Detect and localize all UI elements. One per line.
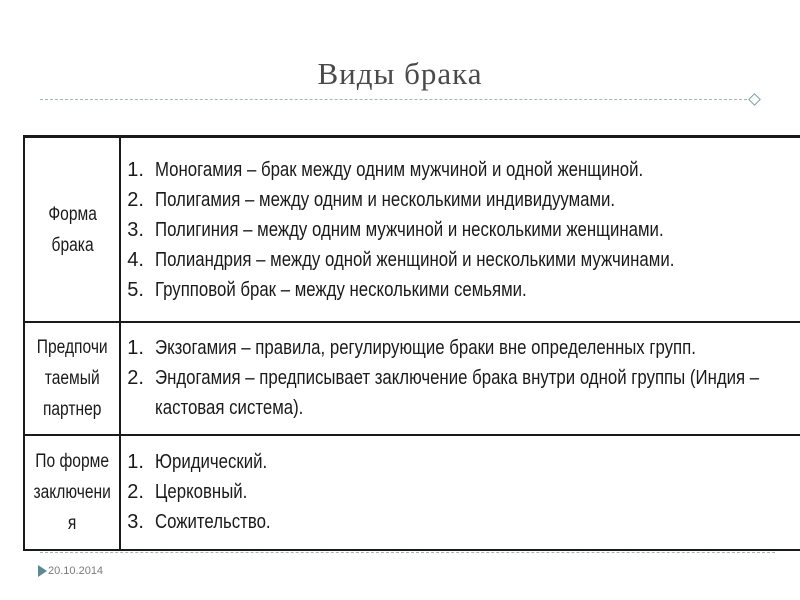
category-cell bbox=[24, 137, 120, 323]
category-line: брака bbox=[51, 234, 94, 256]
list-item bbox=[127, 215, 800, 245]
item-list bbox=[127, 333, 800, 423]
item-number: 3. bbox=[127, 218, 144, 241]
list-item bbox=[127, 245, 800, 275]
item-number: 2. bbox=[127, 367, 144, 390]
list-item bbox=[127, 447, 800, 477]
list-item bbox=[127, 477, 800, 507]
items-cell bbox=[120, 435, 800, 550]
diamond-ornament-icon bbox=[748, 93, 761, 106]
item-text: Полиандрия – между одной женщиной и несколькими мужчинами. bbox=[155, 248, 675, 271]
item-text: кастовая система). bbox=[155, 397, 304, 420]
item-number: 3. bbox=[127, 511, 144, 534]
item-text: Церковный. bbox=[155, 481, 248, 504]
table-row bbox=[24, 435, 800, 550]
item-text: Полигамия – между одним и несколькими индивидуумами. bbox=[155, 188, 616, 211]
list-item bbox=[127, 155, 800, 185]
item-list bbox=[127, 155, 800, 305]
marriage-types-table bbox=[23, 135, 800, 551]
item-number: 1. bbox=[127, 451, 144, 474]
item-text: Экзогамия – правила, регулирующие браки вне определенных групп. bbox=[155, 337, 697, 360]
category-cell bbox=[24, 435, 120, 550]
list-item-continuation bbox=[127, 393, 800, 423]
item-text: Юридический. bbox=[155, 451, 268, 474]
item-text: Групповой брак – между несколькими семьями. bbox=[155, 278, 527, 301]
item-number: 1. bbox=[127, 158, 144, 181]
category-line: партнер bbox=[42, 398, 102, 420]
list-item bbox=[127, 507, 800, 537]
title-divider bbox=[40, 99, 752, 100]
item-text: Моногамия – брак между одним мужчиной и одной женщиной. bbox=[155, 158, 644, 181]
table-row bbox=[24, 322, 800, 434]
item-number: 4. bbox=[127, 248, 144, 271]
item-number: 1. bbox=[127, 337, 144, 360]
list-item bbox=[127, 363, 800, 393]
item-list bbox=[127, 447, 800, 537]
items-cell bbox=[120, 137, 800, 323]
category-line: заключени bbox=[33, 481, 111, 503]
items-cell bbox=[120, 322, 800, 434]
list-item bbox=[127, 333, 800, 363]
category-line: По форме bbox=[35, 450, 110, 472]
list-item bbox=[127, 185, 800, 215]
list-item bbox=[127, 275, 800, 305]
slide-title: Виды брака bbox=[317, 56, 483, 91]
footer-date: 20.10.2014 bbox=[48, 565, 104, 577]
item-number: 2. bbox=[127, 481, 144, 504]
category-line: Предпочи bbox=[36, 336, 108, 358]
category-line: Форма bbox=[47, 203, 97, 225]
arrow-right-icon bbox=[38, 565, 47, 577]
item-number: 2. bbox=[127, 188, 144, 211]
item-text: Сожительство. bbox=[155, 511, 271, 534]
table-row bbox=[24, 137, 800, 323]
category-cell bbox=[24, 322, 120, 434]
category-line: я bbox=[67, 512, 77, 534]
footer-divider bbox=[40, 552, 775, 553]
item-number: 5. bbox=[127, 278, 144, 301]
item-text: Эндогамия – предписывает заключение брака внутри одной группы (Индия – bbox=[155, 367, 760, 390]
item-text: Полигиния – между одним мужчиной и несколькими женщинами. bbox=[155, 218, 664, 241]
category-line: таемый bbox=[44, 367, 100, 389]
